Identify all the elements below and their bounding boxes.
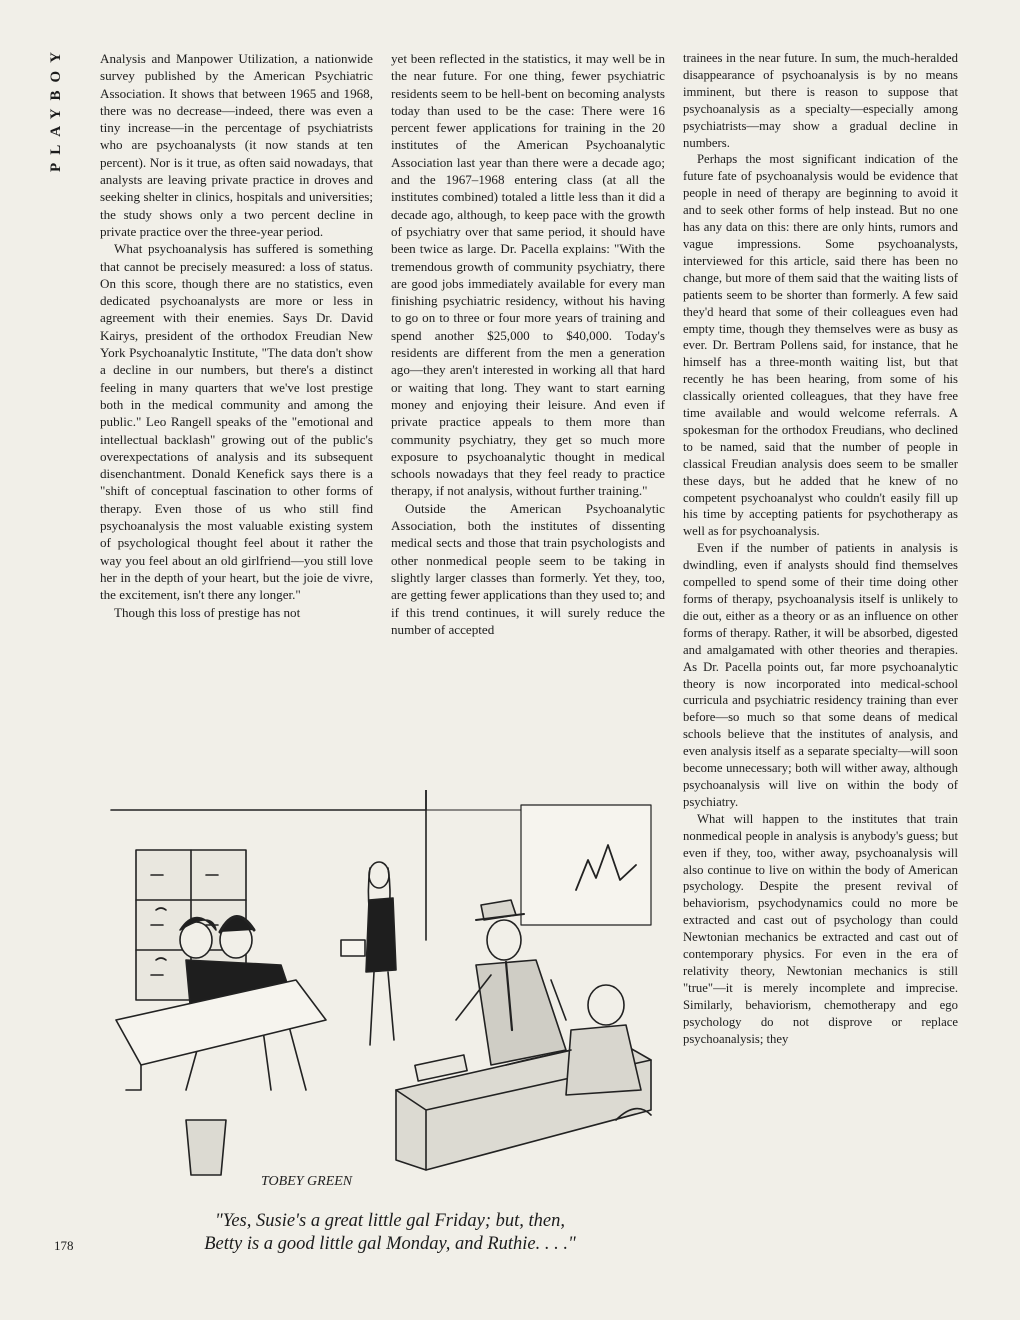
paragraph: Though this loss of prestige has not [114, 604, 301, 620]
paragraph: Even if the number of patients in analysis is dwindling, even if analysts should find themselves compelled to spend some of their time doing other forms of therapy, psychoanalysis itself is unlikely to die out, either as a theory or as an influence on other forms of therapy. Rather, it will be absorbed, digested and amalgamated with other theories and therapies. As Dr. Pacella points out, far more psychoanalytic theory is now incorporated into medical-school curricula and psychiatric residency training than ever before—so much so that some deans of medical schools believe that the institutes of analysis, and even analysis itself as a separate specialty—will soon become unnecessary; both will wither away, although psychoanalysis will live on within the body of psychiatry. [683, 541, 958, 809]
wastebasket [186, 1120, 226, 1175]
article-column-2 [391, 50, 665, 740]
magazine-title: PLAYBOY [48, 44, 64, 172]
paragraph: Perhaps the most significant indication of the future fate of psychoanalysis would be evidence that people in need of therapy are beginning to avoid it and to seek other forms of help instead. But no one has any data on this: there are only hints, rumors and vague impressions. Some psychoanalysts, interviewed for this article, said there has been no change, but more of them said that the waiting lists of patients seem to be shorter than formerly. A few said they'd heard that some of their colleagues even had empty time, though they themselves were as busy as ever. Dr. Bertram Pollens said, for instance, that he himself has a three-month waiting list, but that recently he has been hearing, from some of his classically oriented colleagues, that they have free time available and would welcome referrals. A spokesman for the orthodox Freudians, who declined to be named, said that the number of people in classical Freudian analysis does seem to be smaller these days, but he added that he knew of no competent psychoanalyst who couldn't easily fill up his time by accepting patients for psychotherapy as well as for psychoanalysis. [683, 152, 958, 539]
paragraph: yet been reflected in the statistics, it may well be in the near future. For one thing, fewer psychiatric residents seem to be hell-bent on becoming analysts today than used to be the case: There were 16 percent fewer applications for training in the 20 institutes of the American Psychoanalytic Association last year than there were a decade ago; and the 1967–1968 entering class (at all the institutes combined) totaled a little less than it did a decade ago, although, to keep pace with the growth of psychiatry over that same period, it should have been twice as large. Dr. Pacella explains: "With the tremendous growth of community psychiatry, there are good jobs immediately available for every man finishing psychiatric residency, without his having to go on to three or four more years of training and spend another $25,000 to $40,000. Today's residents are different from the men a generation ago—they aren't interested in working all that hard or waiting that long. They want to start earning money and enjoying their leisure. And even if private practice appeals to them more than community psychiatry, they get so much more exposure to psychoanalytic thought in medical schools nowadays that they feel ready to practice therapy, if not analysis, without further training." [391, 51, 665, 499]
paragraph: Outside the American Psychoanalytic Association, both the institutes of dissenting medical sects and those that train psychologists and other nonmedical people seem to be taking in slightly larger classes than formerly. Yet they, too, are getting fewer applications than they used to; and if this trend continues, it will surely reduce the number of accepted [391, 500, 665, 637]
article-column-1 [100, 50, 373, 740]
cartoon-caption [110, 1210, 670, 1256]
paragraph: trainees in the near future. In sum, the much-heralded disappearance of psychoanalysis is by no means imminent, but there is reason to suppose that psychoanalysis as a specialty—especially among psychiatrists—may show a gradual decline in numbers. [683, 51, 958, 150]
paragraph: What psychoanalysis has suffered is something that cannot be precisely measured: a loss of status. On this score, though there are no statistics, even dedicated psychoanalysts are more or less in agreement with their enemies. Says Dr. David Kairys, president of the orthodox Freudian New York Psychoanalytic Institute, "The data don't show a decline in our numbers, but there's a distinct feeling in many quarters that we've lost prestige both in the medical community and among the public." Leo Rangell speaks of the "emotional and intellectual backlash" growing out of the public's overexpectations of analysis and its subsequent disenchantment. Donald Kenefick says there is a "shift of conceptual fascination to other forms of therapy. Even those of us who still find psychoanalysis the most valuable existing system of psychological thought feel about it rather the way you feel about an old girlfriend—you still love her in the depth of your heart, but the joie de vivre, the excitement, isn't there any longer." [100, 241, 373, 603]
artist-signature: TOBEY GREEN [261, 1174, 353, 1189]
paragraph: What will happen to the institutes that train nonmedical people in analysis is anybody's guess; but even if they, too, wither away, psychoanalysis will also continue to live on within the body of American psychology. Despite the present revival of behaviorism, psychodynamics could no more be extracted and cast out of psychology than could Newtonian mechanics be extracted and cast out of contemporary physics. For even in the era of relativity theory, Newtonian mechanics is still "true"—it is merely incomplete and imprecise. Similarly, behaviorism, chemotherapy and ego psychology do not disprove or replace psychoanalysis; they [683, 811, 958, 1046]
wall-chart [521, 805, 651, 925]
walking-woman [341, 862, 396, 1045]
page-number: 178 [54, 1238, 74, 1253]
cartoon-illustration [96, 790, 656, 1200]
article-column-3 [683, 50, 958, 1260]
caption-line: Betty is a good little gal Monday, and Ruthie. . . ." [204, 1234, 576, 1254]
paragraph: Analysis and Manpower Utilization, a nationwide survey published by the American Psychiatric Association. It shows that between 1965 and 1968, there was no decrease—indeed, there was even a tiny increase—in the percentage of psychiatrists who are psychoanalysts (it now stands at ten percent). Nor is it true, as often said nowadays, that analysts are leaving private practice in droves and seeking shelter in clinics, hospitals and universities; the study shows only a two percent decline in private practice over the three-year period. [100, 51, 373, 239]
caption-line: "Yes, Susie's a great little gal Friday; but, then, [214, 1211, 566, 1231]
